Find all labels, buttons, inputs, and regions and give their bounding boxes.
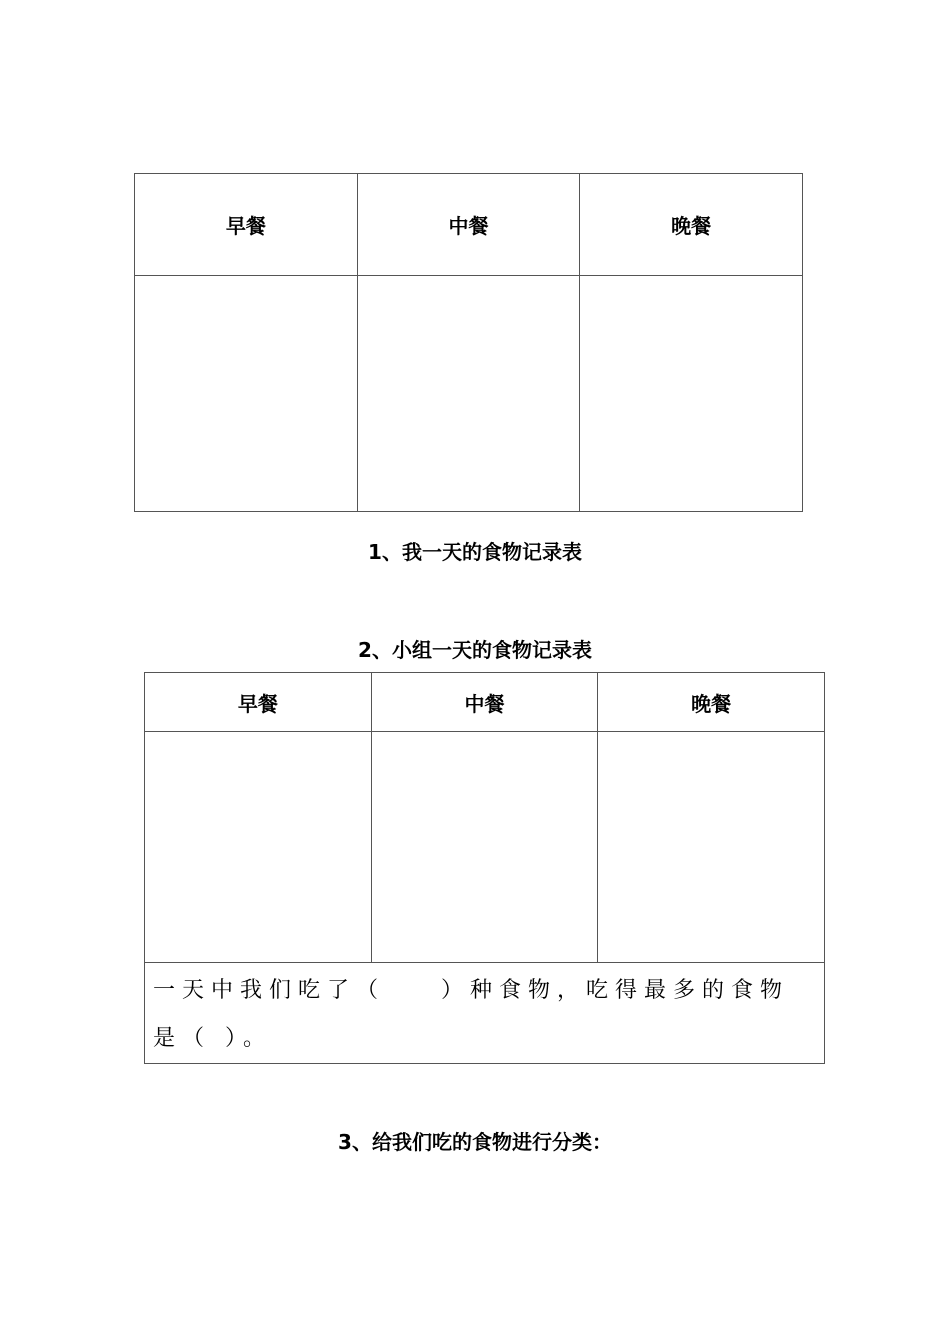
food-count-blank[interactable] bbox=[385, 978, 441, 1003]
group-food-record-table bbox=[144, 672, 825, 1064]
table1-header-dinner: 晚餐 bbox=[580, 174, 803, 276]
summary-sentence bbox=[153, 963, 816, 1063]
caption-group-food-record: 2、小组一天的食物记录表 bbox=[358, 638, 592, 662]
table2-cell-dinner[interactable] bbox=[598, 732, 825, 963]
most-eaten-food-blank[interactable] bbox=[211, 1026, 225, 1051]
caption-my-food-record: 1、我一天的食物记录表 bbox=[368, 540, 582, 564]
summary-part3: ）。 bbox=[225, 1026, 273, 1051]
table1-cell-dinner[interactable] bbox=[580, 276, 803, 512]
summary-part1: 一天中我们吃了（ bbox=[153, 978, 386, 1003]
summary-part2: ）种食物，吃得最多的食物是（ bbox=[153, 978, 790, 1051]
table1-cell-lunch[interactable] bbox=[357, 276, 580, 512]
table1-header-lunch: 中餐 bbox=[357, 174, 580, 276]
table1-cell-breakfast[interactable] bbox=[135, 276, 358, 512]
table2-cell-breakfast[interactable] bbox=[145, 732, 372, 963]
table2-header-dinner: 晚餐 bbox=[598, 673, 825, 732]
table1-header-breakfast: 早餐 bbox=[135, 174, 358, 276]
caption-classify-food: 3、给我们吃的食物进行分类： bbox=[338, 1130, 612, 1154]
table2-cell-lunch[interactable] bbox=[371, 732, 598, 963]
my-food-record-table bbox=[134, 173, 803, 512]
table2-header-breakfast: 早餐 bbox=[145, 673, 372, 732]
table2-summary-row bbox=[145, 963, 825, 1064]
table2-header-lunch: 中餐 bbox=[371, 673, 598, 732]
